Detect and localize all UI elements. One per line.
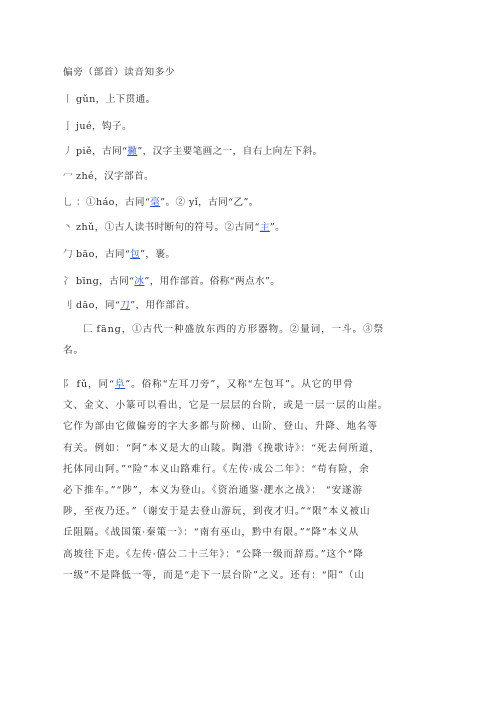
radical-glyph: 冫 (63, 276, 73, 287)
entry-text: zhé，汉字部首。 (76, 171, 155, 182)
char-link-bing[interactable]: 冰 (134, 276, 145, 287)
entry-hao (63, 197, 259, 209)
char-link-bao[interactable]: 包 (130, 249, 141, 260)
fu-line-1 (63, 374, 435, 395)
fu-line: 陟，至夜乃还。”（谢安于是去登山游玩，到夜才归。”“限”本义被山 (63, 506, 371, 518)
entry-fang (63, 319, 435, 361)
entry-zhu (63, 222, 285, 234)
radical-glyph: 丿 (63, 146, 73, 157)
char-link-zhu[interactable]: 主 (259, 222, 270, 233)
fu-line: 托体同山阿。”“险”本义山路难行。《左传·成公二年》：“苟有险，余 (63, 463, 370, 475)
fu-text: fǔ，同“ (76, 379, 115, 390)
entry-text-tail: ”，裹。 (140, 249, 176, 260)
entry-text-tail: ”，汉字主要笔画之一，自右上向左下斜。 (137, 146, 323, 157)
entry-gun (63, 94, 156, 106)
entry-text: bāo，古同“ (76, 249, 131, 260)
radical-glyph: 勹 (63, 249, 73, 260)
entry-bao (63, 249, 175, 261)
fu-line: 高坡往下走。《左传·僖公二十三年》：“公降一级而辞焉。”这个“降 (63, 548, 364, 560)
char-link-pie[interactable]: 撇 (127, 146, 138, 157)
fang-line-1 (63, 319, 435, 340)
entry-text-tail: ”。② yǐ，古同“乙”。 (160, 197, 259, 208)
radical-glyph: 阝 (63, 379, 74, 390)
entry-pie (63, 146, 323, 158)
entry-text-tail: ”，用作部首。俗称“两点水”。 (144, 276, 281, 287)
fang-text: fāng，①古代一种盛放东西的方形器物。②量词，一斗。③祭 (96, 324, 385, 335)
entry-text: gǔn，上下贯通。 (76, 94, 156, 105)
char-link-dao[interactable]: 刀 (120, 300, 131, 311)
entry-dao (63, 300, 195, 312)
entry-text: jué，钩子。 (76, 121, 133, 132)
entry-zhe (63, 171, 154, 183)
radical-glyph: 乚 (63, 197, 73, 208)
entry-fu (63, 374, 435, 586)
entry-bing (63, 276, 280, 288)
radical-glyph: 丨 (63, 94, 73, 105)
fu-line: 丘阻隔。《战国策·秦策一》：“南有巫山，黔中有限。”“降”本义从 (63, 527, 360, 539)
radical-glyph: 冖 (63, 171, 73, 182)
radical-glyph: 匚 (83, 324, 94, 335)
fu-line: 文、金文、小篆可以看出，它是一层层的台阶，或是一层一层的山崖。 (63, 400, 389, 412)
entry-text-tail: ”，用作部首。 (130, 300, 196, 311)
fu-line: 它作为部由它做偏旁的字大多都与阶梯、山阶、登山、升降、地名等 (63, 421, 378, 433)
entry-text: ：①háo，古同“ (76, 197, 151, 208)
char-link-fu[interactable]: 阜 (114, 379, 126, 390)
radical-glyph: 丶 (63, 222, 73, 233)
fu-line: 有关。例如：“阿”本义是大的山陵。陶潜《挽歌诗》：“死去何所道， (63, 442, 380, 454)
char-link-hao[interactable]: 毫 (150, 197, 161, 208)
fang-line-2: 名。 (63, 345, 84, 357)
fu-line: 一级”不是降低一等，而是“走下一层台阶”之义。还有：“阳”（山 (63, 569, 365, 581)
fu-line: 必下推车。”“陟”，本义为登山。《资治通鉴·淝水之战》： “安遂游 (63, 485, 364, 497)
entry-jue (63, 121, 132, 133)
radical-glyph: 亅 (63, 121, 73, 132)
entry-text: dāo，同“ (76, 300, 121, 311)
entry-text: piě，古同“ (76, 146, 128, 157)
fu-text-tail: ”。俗称“左耳刀旁”，又称“左包耳”。从它的甲骨 (125, 379, 354, 390)
page-title: 偏旁（部首）读音知多少 (63, 67, 176, 78)
entry-text: bīng，古同“ (76, 276, 135, 287)
entry-text: zhǔ，①古人读书时断句的符号。②古同“ (76, 222, 260, 233)
entry-text-tail: ”。 (269, 222, 286, 233)
radical-glyph: 刂 (63, 300, 73, 311)
